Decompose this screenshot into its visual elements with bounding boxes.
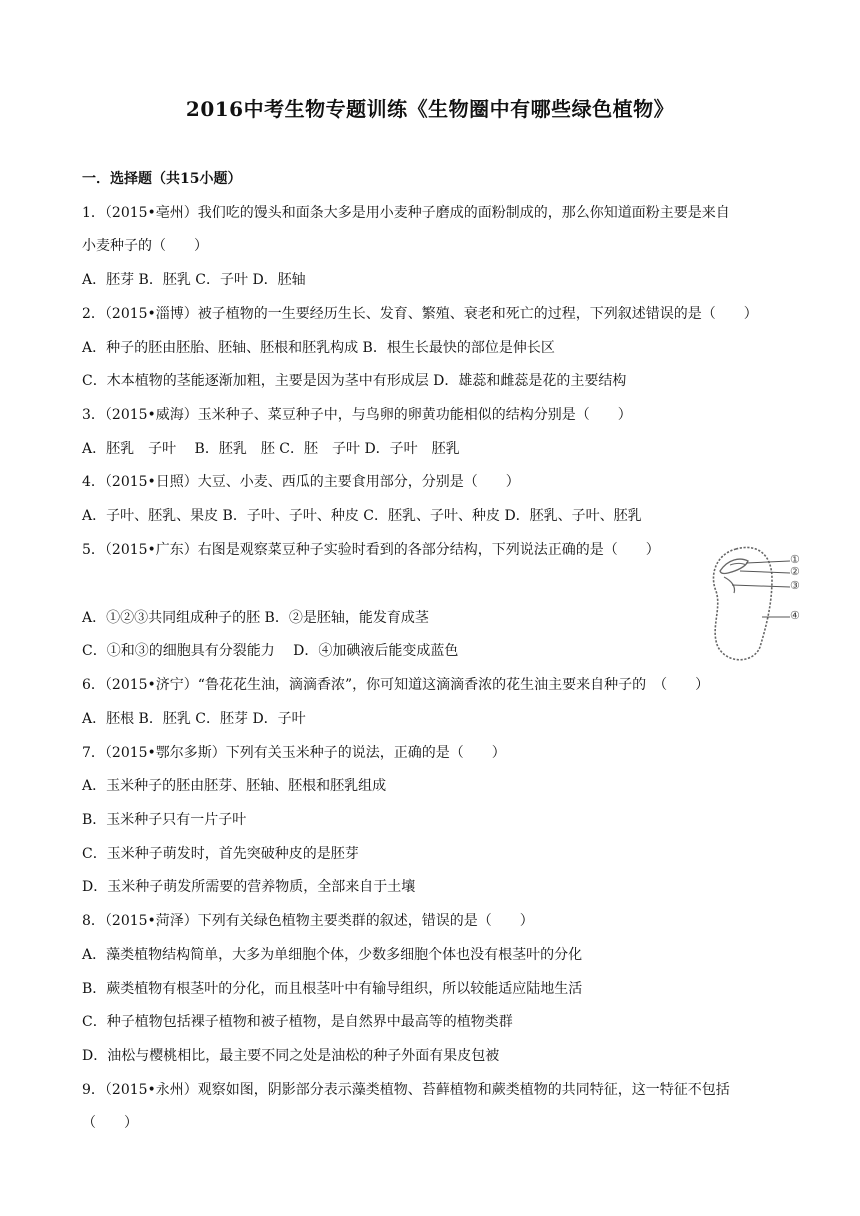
text-line: A．藻类植物结构简单，大多为单细胞个体，少数多细胞个体也没有根茎叶的分化 bbox=[82, 947, 583, 963]
text-line: 4．（2015•日照）大豆、小麦、西瓜的主要食用部分，分别是（ ） bbox=[82, 474, 520, 490]
text-line: 1．（2015•亳州）我们吃的馒头和面条大多是用小麦种子磨成的面粉制成的，那么你知道面粉主要是来自 bbox=[82, 205, 730, 221]
text-line: 7．（2015•鄂尔多斯）下列有关玉米种子的说法，正确的是（ ） bbox=[82, 745, 506, 761]
text-line: A．种子的胚由胚胎、胚轴、胚根和胚乳构成 B．根生长最快的部位是伸长区 bbox=[82, 340, 555, 356]
figure-label-2: ② bbox=[790, 565, 800, 578]
text-line: 8．（2015•菏泽）下列有关绿色植物主要类群的叙述，错误的是（ ） bbox=[82, 913, 534, 929]
text-line: A．胚芽 B．胚乳 C．子叶 D．胚轴 bbox=[82, 272, 306, 288]
text-line: C．种子植物包括裸子植物和被子植物，是自然界中最高等的植物类群 bbox=[82, 1014, 513, 1030]
text-line: A．子叶、胚乳、果皮 B．子叶、子叶、种皮 C．胚乳、子叶、种皮 D．胚乳、子叶、胚乳 bbox=[82, 508, 642, 524]
text-line: A．胚乳 子叶 B．胚乳 胚 C．胚 子叶 D．子叶 胚乳 bbox=[82, 441, 460, 457]
text-line: A．①②③共同组成种子的胚 B．②是胚轴，能发育成茎 bbox=[82, 610, 429, 626]
section-heading: 一．选择题（共15小题） bbox=[82, 171, 242, 187]
text-line: B．蕨类植物有根茎叶的分化，而且根茎叶中有输导组织，所以较能适应陆地生活 bbox=[82, 981, 583, 997]
page-title: 2016中考生物专题训练《生物圈中有哪些绿色植物》 bbox=[185, 97, 675, 121]
text-line: 6．（2015•济宁）“鲁花花生油，滴滴香浓”，你可知道这滴滴香浓的花生油主要来自种子的 （ ） bbox=[82, 677, 710, 693]
text-line: （ ） bbox=[82, 1115, 138, 1131]
text-line: 小麦种子的（ ） bbox=[82, 238, 208, 254]
bean-seed-diagram bbox=[706, 543, 810, 665]
text-line: C．①和③的细胞具有分裂能力 D．④加碘液后能变成蓝色 bbox=[82, 643, 459, 659]
figure-label-1: ① bbox=[790, 553, 800, 566]
figure-label-4: ④ bbox=[790, 609, 800, 622]
figure-label-3: ③ bbox=[790, 579, 800, 592]
text-line: D．油松与樱桃相比，最主要不同之处是油松的种子外面有果皮包被 bbox=[82, 1048, 500, 1064]
text-line: 9．（2015•永州）观察如图，阴影部分表示藻类植物、苔藓植物和蕨类植物的共同特征，这一特征不包括 bbox=[82, 1082, 730, 1098]
text-line: 5．（2015•广东）右图是观察菜豆种子实验时看到的各部分结构，下列说法正确的是（ ） bbox=[82, 542, 660, 558]
text-line: C．木本植物的茎能逐渐加粗，主要是因为茎中有形成层 D．雄蕊和雌蕊是花的主要结构 bbox=[82, 373, 627, 389]
text-line: B．玉米种子只有一片子叶 bbox=[82, 812, 247, 828]
text-line: C．玉米种子萌发时，首先突破种皮的是胚芽 bbox=[82, 846, 359, 862]
text-line: 3．（2015•威海）玉米种子、菜豆种子中，与鸟卵的卵黄功能相似的结构分别是（ ） bbox=[82, 407, 632, 423]
text-line: D．玉米种子萌发所需要的营养物质，全部来自于土壤 bbox=[82, 879, 416, 895]
text-line: 2．（2015•淄博）被子植物的一生要经历生长、发育、繁殖、衰老和死亡的过程，下列叙述错误的是（ ） bbox=[82, 306, 758, 322]
text-line: A．胚根 B．胚乳 C．胚芽 D．子叶 bbox=[82, 711, 306, 727]
text-line: A．玉米种子的胚由胚芽、胚轴、胚根和胚乳组成 bbox=[82, 778, 387, 794]
